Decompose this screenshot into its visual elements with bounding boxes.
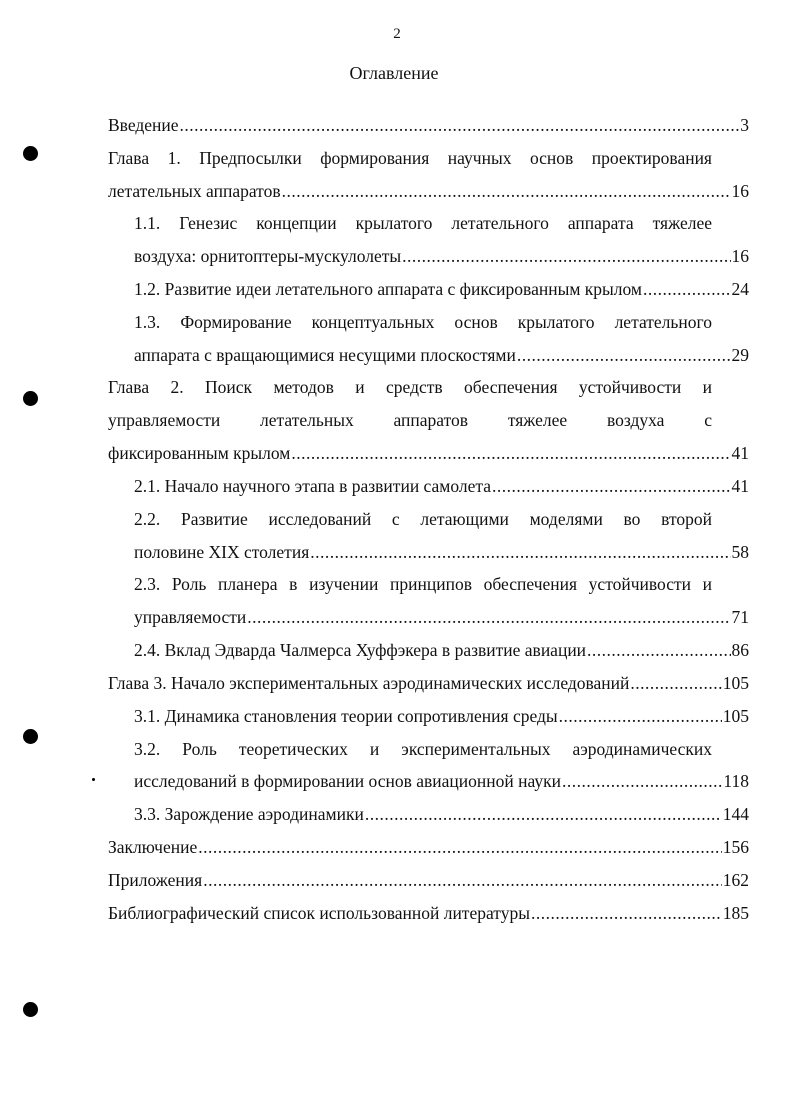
- toc-entry-3-1[interactable]: [134, 701, 749, 731]
- toc-entry-text: летательных аппаратов: [108, 181, 281, 201]
- toc-entry-page: 71: [731, 607, 749, 627]
- toc-entry-chapter-1[interactable]: Глава 1. Предпосылки формирования научных основ проектирования: [108, 148, 712, 168]
- toc-entry-2-2[interactable]: 2.2. Развитие исследований с летающими моделями во второй: [134, 509, 712, 529]
- toc-entry-chapter-2[interactable]: Глава 2. Поиск методов и средств обеспечения устойчивости и: [108, 377, 712, 397]
- toc-entry-page: 41: [731, 476, 749, 496]
- dot-leader: [198, 832, 722, 862]
- toc-entry-1-2[interactable]: [134, 274, 749, 304]
- toc-entry-text: Приложения: [108, 870, 203, 890]
- toc-entry-page: 16: [731, 181, 749, 201]
- toc-entry-text: 2.4. Вклад Эдварда Чалмерса Хуффэкера в развитие авиации: [134, 640, 587, 660]
- toc-entry-chapter-1-cont[interactable]: [108, 176, 749, 206]
- page-number: 2: [393, 26, 401, 42]
- toc-entry-bibliography[interactable]: [108, 898, 749, 928]
- toc-title: Оглавление: [349, 63, 439, 83]
- toc-entry-1-1[interactable]: 1.1. Генезис концепции крылатого летательного аппарата тяжелее: [134, 213, 712, 233]
- dot-leader: [282, 176, 731, 206]
- toc-entry-text: Библиографический список использованной литературы: [108, 903, 530, 923]
- toc-entry-page: 41: [731, 443, 749, 463]
- toc-entry-text: 2.1. Начало научного этапа в развитии самолета: [134, 476, 492, 496]
- toc-entry-text: Заключение: [108, 837, 198, 857]
- dot-leader: [492, 471, 730, 501]
- toc-entry-page: 58: [731, 542, 749, 562]
- toc-entry-text: аппарата с вращающимися несущими плоскостями: [134, 345, 516, 365]
- toc-entry-1-3[interactable]: 1.3. Формирование концептуальных основ крылатого летательного: [134, 312, 712, 332]
- toc-entry-1-3-cont[interactable]: [134, 340, 749, 370]
- dot-leader: [643, 274, 730, 304]
- toc-entry-2-4[interactable]: [134, 635, 749, 665]
- dot-leader: [630, 668, 721, 698]
- toc-entry-intro[interactable]: [108, 110, 749, 140]
- toc-entry-2-3[interactable]: 2.3. Роль планера в изучении принципов обеспечения устойчивости и: [134, 574, 712, 594]
- toc-entry-1-1-cont[interactable]: [134, 241, 749, 271]
- toc-entry-page: 29: [731, 345, 749, 365]
- toc-entry-conclusion[interactable]: [108, 832, 749, 862]
- dot-leader: [517, 340, 731, 370]
- toc-entry-page: 162: [722, 870, 749, 890]
- dot-leader: [559, 701, 722, 731]
- toc-entry-appendices[interactable]: [108, 865, 749, 895]
- toc-entry-text: 3.3. Зарождение аэродинамики: [134, 804, 364, 824]
- toc-entry-page: 144: [722, 804, 749, 824]
- toc-entry-text: фиксированным крылом: [108, 443, 291, 463]
- dot-leader: [402, 241, 730, 271]
- toc-entry-chapter-2-cont[interactable]: управляемости летательных аппаратов тяжелее воздуха с: [108, 410, 712, 430]
- toc-entry-3-3[interactable]: [134, 799, 749, 829]
- toc-entry-page: 16: [731, 246, 749, 266]
- dot-leader: [587, 635, 730, 665]
- toc-entry-page: 3: [740, 115, 749, 135]
- dot-leader: [247, 602, 730, 632]
- toc-entry-page: 86: [731, 640, 749, 660]
- toc-entry-2-1[interactable]: [134, 471, 749, 501]
- dot-leader: [310, 537, 730, 567]
- dot-leader: [180, 110, 740, 140]
- toc-entry-text: Введение: [108, 115, 179, 135]
- toc-entry-2-3-cont[interactable]: [134, 602, 749, 632]
- toc-entry-2-2-cont[interactable]: [134, 537, 749, 567]
- dot-leader: [203, 865, 722, 895]
- toc-entry-page: 24: [731, 279, 749, 299]
- toc-entry-page: 105: [722, 673, 749, 693]
- toc-entry-text: Глава 3. Начало экспериментальных аэродинамических исследований: [108, 673, 630, 693]
- toc-entry-chapter-3[interactable]: [108, 668, 749, 698]
- toc-entry-chapter-2-end[interactable]: [108, 438, 749, 468]
- dot-leader: [562, 766, 722, 796]
- toc-entry-page: 185: [722, 903, 749, 923]
- toc-entry-page: 118: [723, 771, 749, 791]
- dot-leader: [531, 898, 722, 928]
- toc-entry-page: 156: [722, 837, 749, 857]
- toc-entry-text: исследований в формировании основ авиационной науки: [134, 771, 561, 791]
- toc-entry-text: половине XIX столетия: [134, 542, 310, 562]
- toc-entry-text: воздуха: орнитоптеры-мускулолеты: [134, 246, 402, 266]
- toc-entry-text: 1.2. Развитие идеи летательного аппарата с фиксированным крылом: [134, 279, 643, 299]
- toc-entry-3-2-cont[interactable]: [134, 766, 749, 796]
- toc-entry-page: 105: [722, 706, 749, 726]
- toc-entry-text: управляемости: [134, 607, 247, 627]
- dot-leader: [365, 799, 722, 829]
- toc-entry-3-2[interactable]: 3.2. Роль теоретических и экспериментальных аэродинамических: [134, 739, 712, 759]
- toc-entry-text: 3.1. Динамика становления теории сопротивления среды: [134, 706, 558, 726]
- dot-leader: [291, 438, 730, 468]
